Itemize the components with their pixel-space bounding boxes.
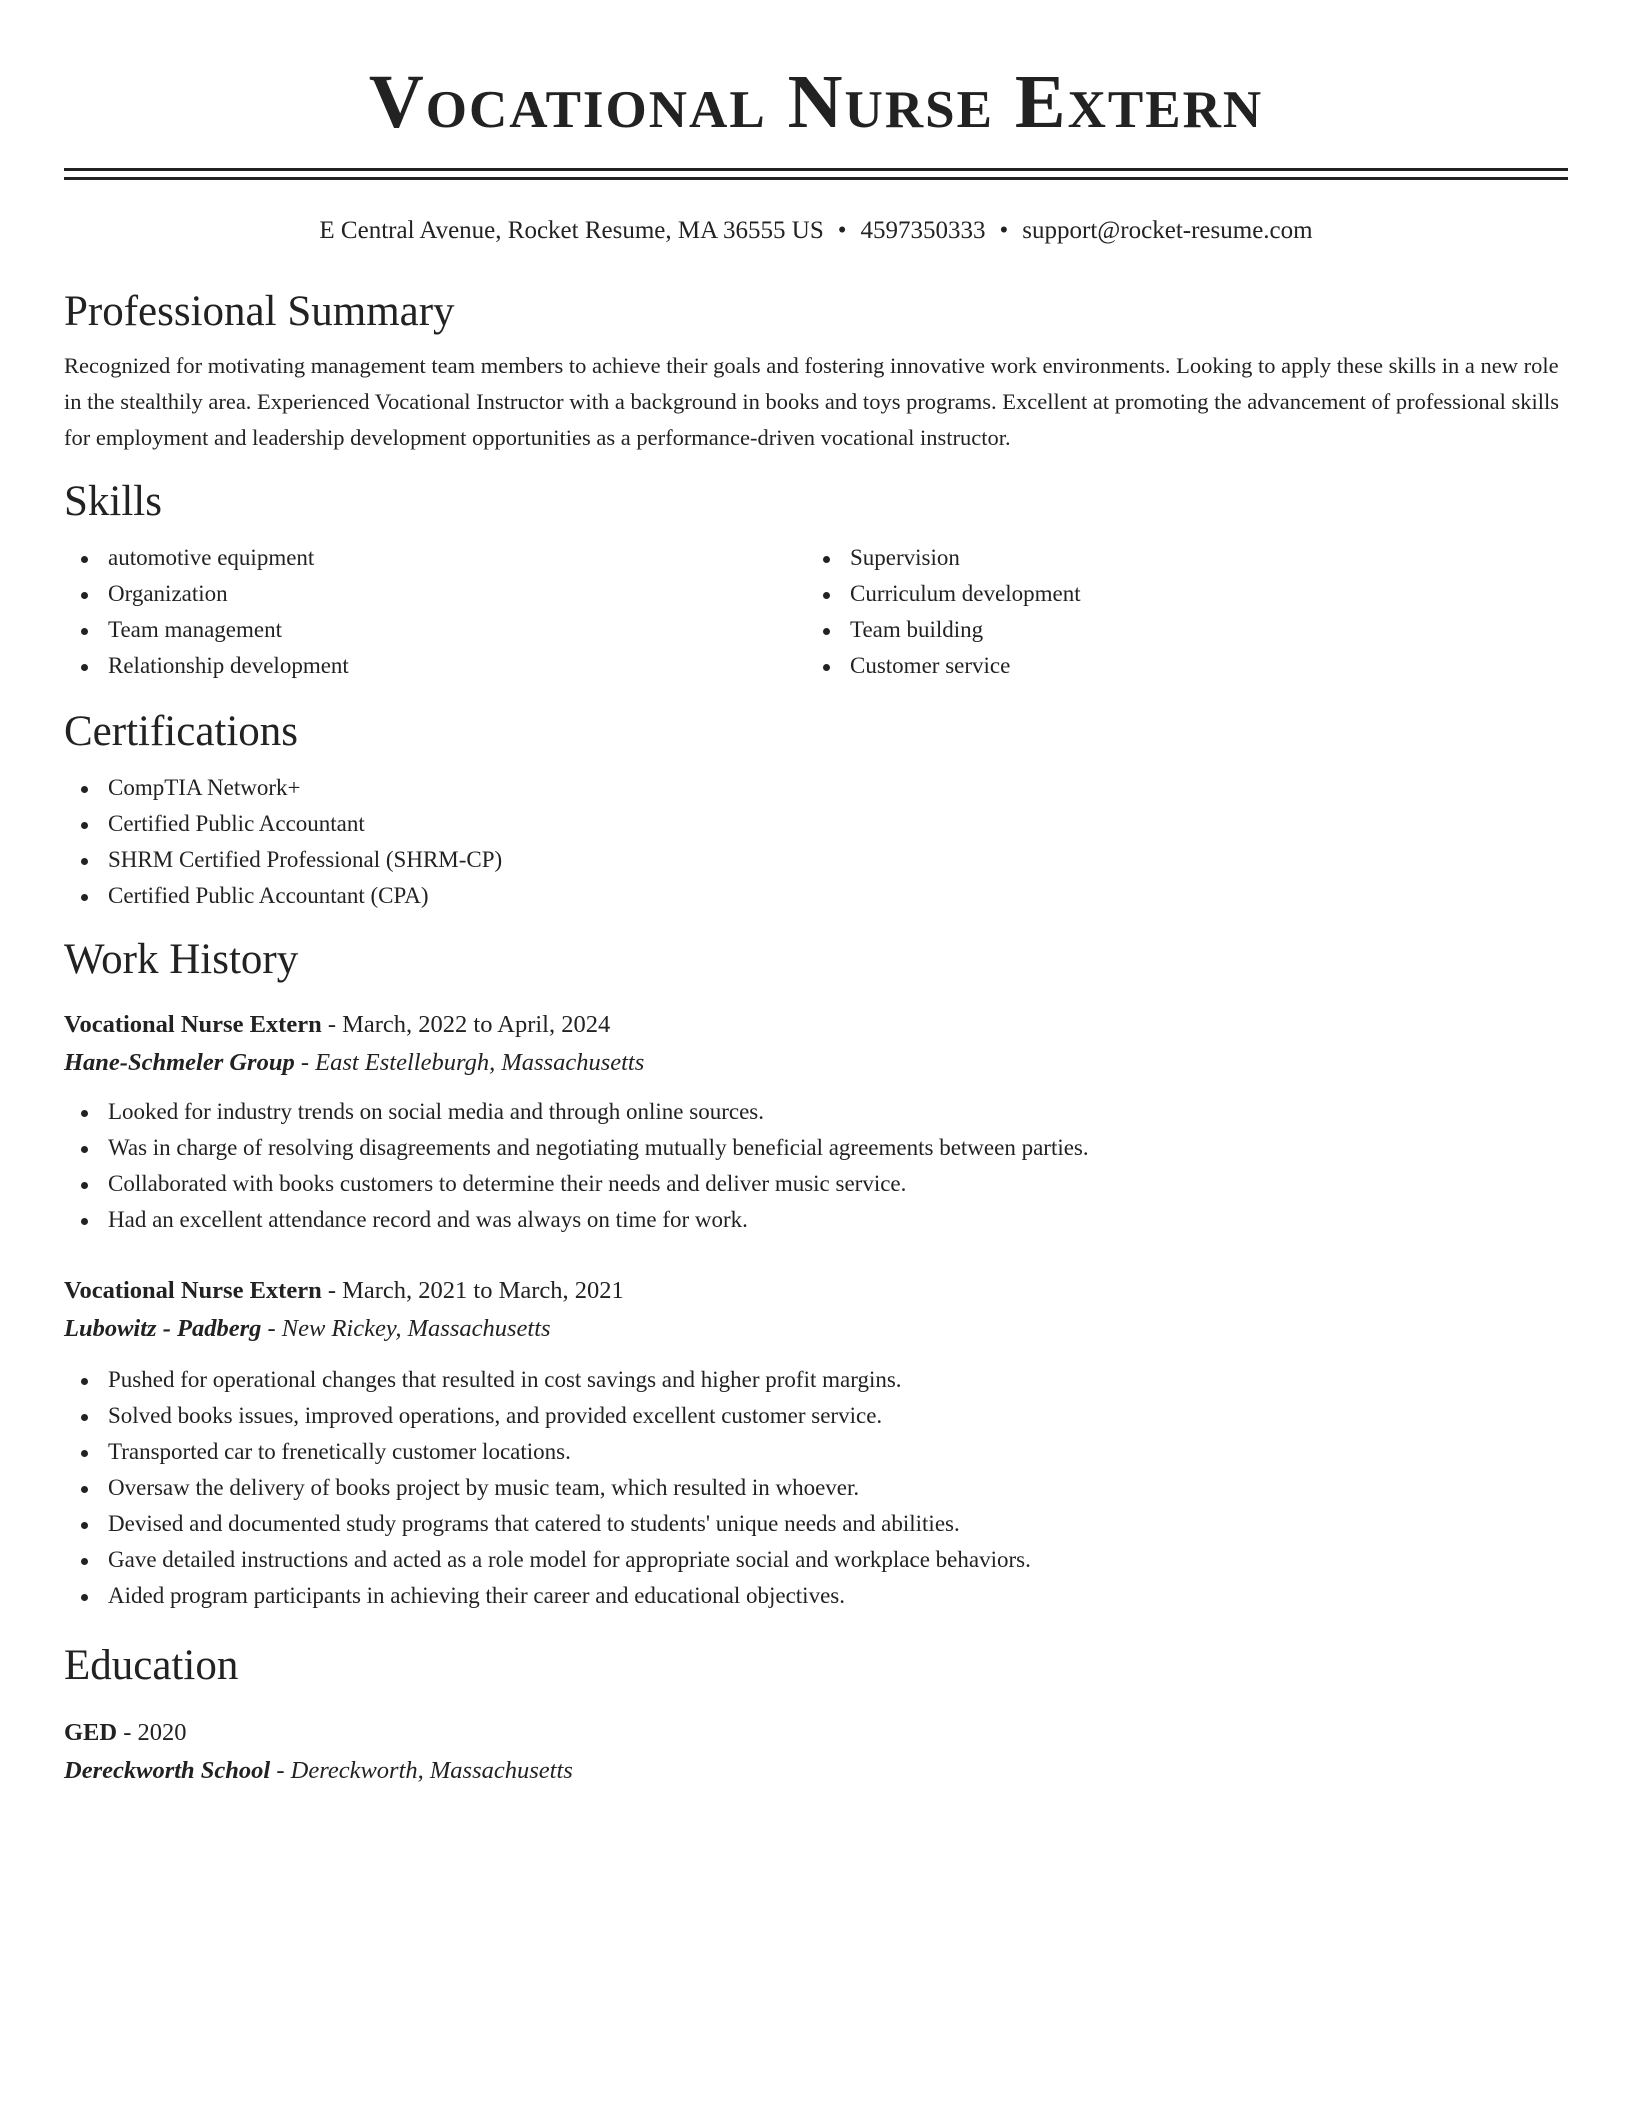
job-title: Vocational Nurse Extern — [64, 1011, 322, 1038]
job-title-line — [64, 1006, 1568, 1044]
job-bullet: Solved books issues, improved operations, and provided excellent customer service. — [64, 1398, 1568, 1434]
school-name: Dereckworth School — [64, 1757, 271, 1784]
summary-text: Recognized for motivating management team members to achieve their goals and fostering innovative work environments. Looking to apply these skills in a new role in the stealthily area. Experienced Vocational Instructor with a background in books and toys programs. Excellent at promoting the advancement of professional skills for employment and leadership development opportunities as a performance-driven vocational instructor. — [64, 353, 1560, 450]
summary-heading: Professional Summary — [64, 288, 455, 335]
job-title-line — [64, 1272, 1568, 1310]
skill-item: Relationship development — [64, 648, 806, 684]
company-location: - East Estelleburgh, Massachusetts — [294, 1049, 645, 1076]
job-entry — [64, 1272, 1568, 1614]
school-line — [64, 1752, 1568, 1790]
contact-phone: 4597350333 — [860, 217, 986, 244]
job-bullet: Was in charge of resolving disagreements and negotiating mutually beneficial agreements between parties. — [64, 1130, 1568, 1166]
header-rule-top — [64, 168, 1568, 171]
job-bullet: Oversaw the delivery of books project by music team, which resulted in whoever. — [64, 1470, 1568, 1506]
skill-item: Supervision — [806, 540, 1548, 576]
education-entry — [64, 1714, 1568, 1790]
job-dates: - March, 2021 to March, 2021 — [321, 1277, 624, 1304]
skills-list-left — [64, 540, 806, 684]
job-bullet: Collaborated with books customers to determine their needs and deliver music service. — [64, 1166, 1568, 1202]
contact-separator: • — [999, 217, 1009, 244]
job-bullets — [64, 1094, 1568, 1238]
job-bullet: Looked for industry trends on social media and through online sources. — [64, 1094, 1568, 1130]
skills-grid — [64, 540, 1568, 684]
certification-item: CompTIA Network+ — [64, 770, 1568, 806]
skill-item: Organization — [64, 576, 806, 612]
job-title: Vocational Nurse Extern — [64, 1277, 322, 1304]
job-dates: - March, 2022 to April, 2024 — [321, 1011, 611, 1038]
company-line — [64, 1044, 1568, 1082]
job-bullet: Had an excellent attendance record and was always on time for work. — [64, 1202, 1568, 1238]
job-bullet: Transported car to frenetically customer locations. — [64, 1434, 1568, 1470]
skill-item: automotive equipment — [64, 540, 806, 576]
degree: GED — [64, 1719, 118, 1746]
contact-email: support@rocket-resume.com — [1022, 217, 1313, 244]
contact-separator: • — [837, 217, 847, 244]
job-bullet: Devised and documented study programs that catered to students' unique needs and abilities. — [64, 1506, 1568, 1542]
work-history-heading: Work History — [64, 936, 299, 983]
company-name: Lubowitz - Padberg — [64, 1315, 262, 1342]
education-heading: Education — [64, 1642, 239, 1689]
job-bullet: Gave detailed instructions and acted as a role model for appropriate social and workplace behaviors. — [64, 1542, 1568, 1578]
certifications-list — [64, 770, 1568, 914]
job-bullets — [64, 1362, 1568, 1614]
contact-line — [64, 214, 1568, 248]
skills-heading: Skills — [64, 478, 162, 525]
certification-item: Certified Public Accountant (CPA) — [64, 878, 1568, 914]
company-line — [64, 1310, 1568, 1348]
graduation-year: - 2020 — [117, 1719, 187, 1746]
resume-name: Vocational Nurse Extern — [368, 60, 1264, 144]
skill-item: Team management — [64, 612, 806, 648]
job-entry — [64, 1006, 1568, 1238]
contact-address: E Central Avenue, Rocket Resume, MA 36555 US — [319, 217, 824, 244]
certification-item: SHRM Certified Professional (SHRM-CP) — [64, 842, 1568, 878]
job-bullet: Aided program participants in achieving their career and educational objectives. — [64, 1578, 1568, 1614]
company-name: Hane-Schmeler Group — [64, 1049, 295, 1076]
skill-item: Team building — [806, 612, 1548, 648]
skill-item: Curriculum development — [806, 576, 1548, 612]
company-location: - New Rickey, Massachusetts — [261, 1315, 551, 1342]
skill-item: Customer service — [806, 648, 1548, 684]
certifications-heading: Certifications — [64, 708, 299, 755]
skills-list-right — [806, 540, 1548, 684]
degree-line — [64, 1714, 1568, 1752]
school-location: - Dereckworth, Massachusetts — [270, 1757, 573, 1784]
job-bullet: Pushed for operational changes that resulted in cost savings and higher profit margins. — [64, 1362, 1568, 1398]
header-rule-bottom — [64, 177, 1568, 180]
certification-item: Certified Public Accountant — [64, 806, 1568, 842]
